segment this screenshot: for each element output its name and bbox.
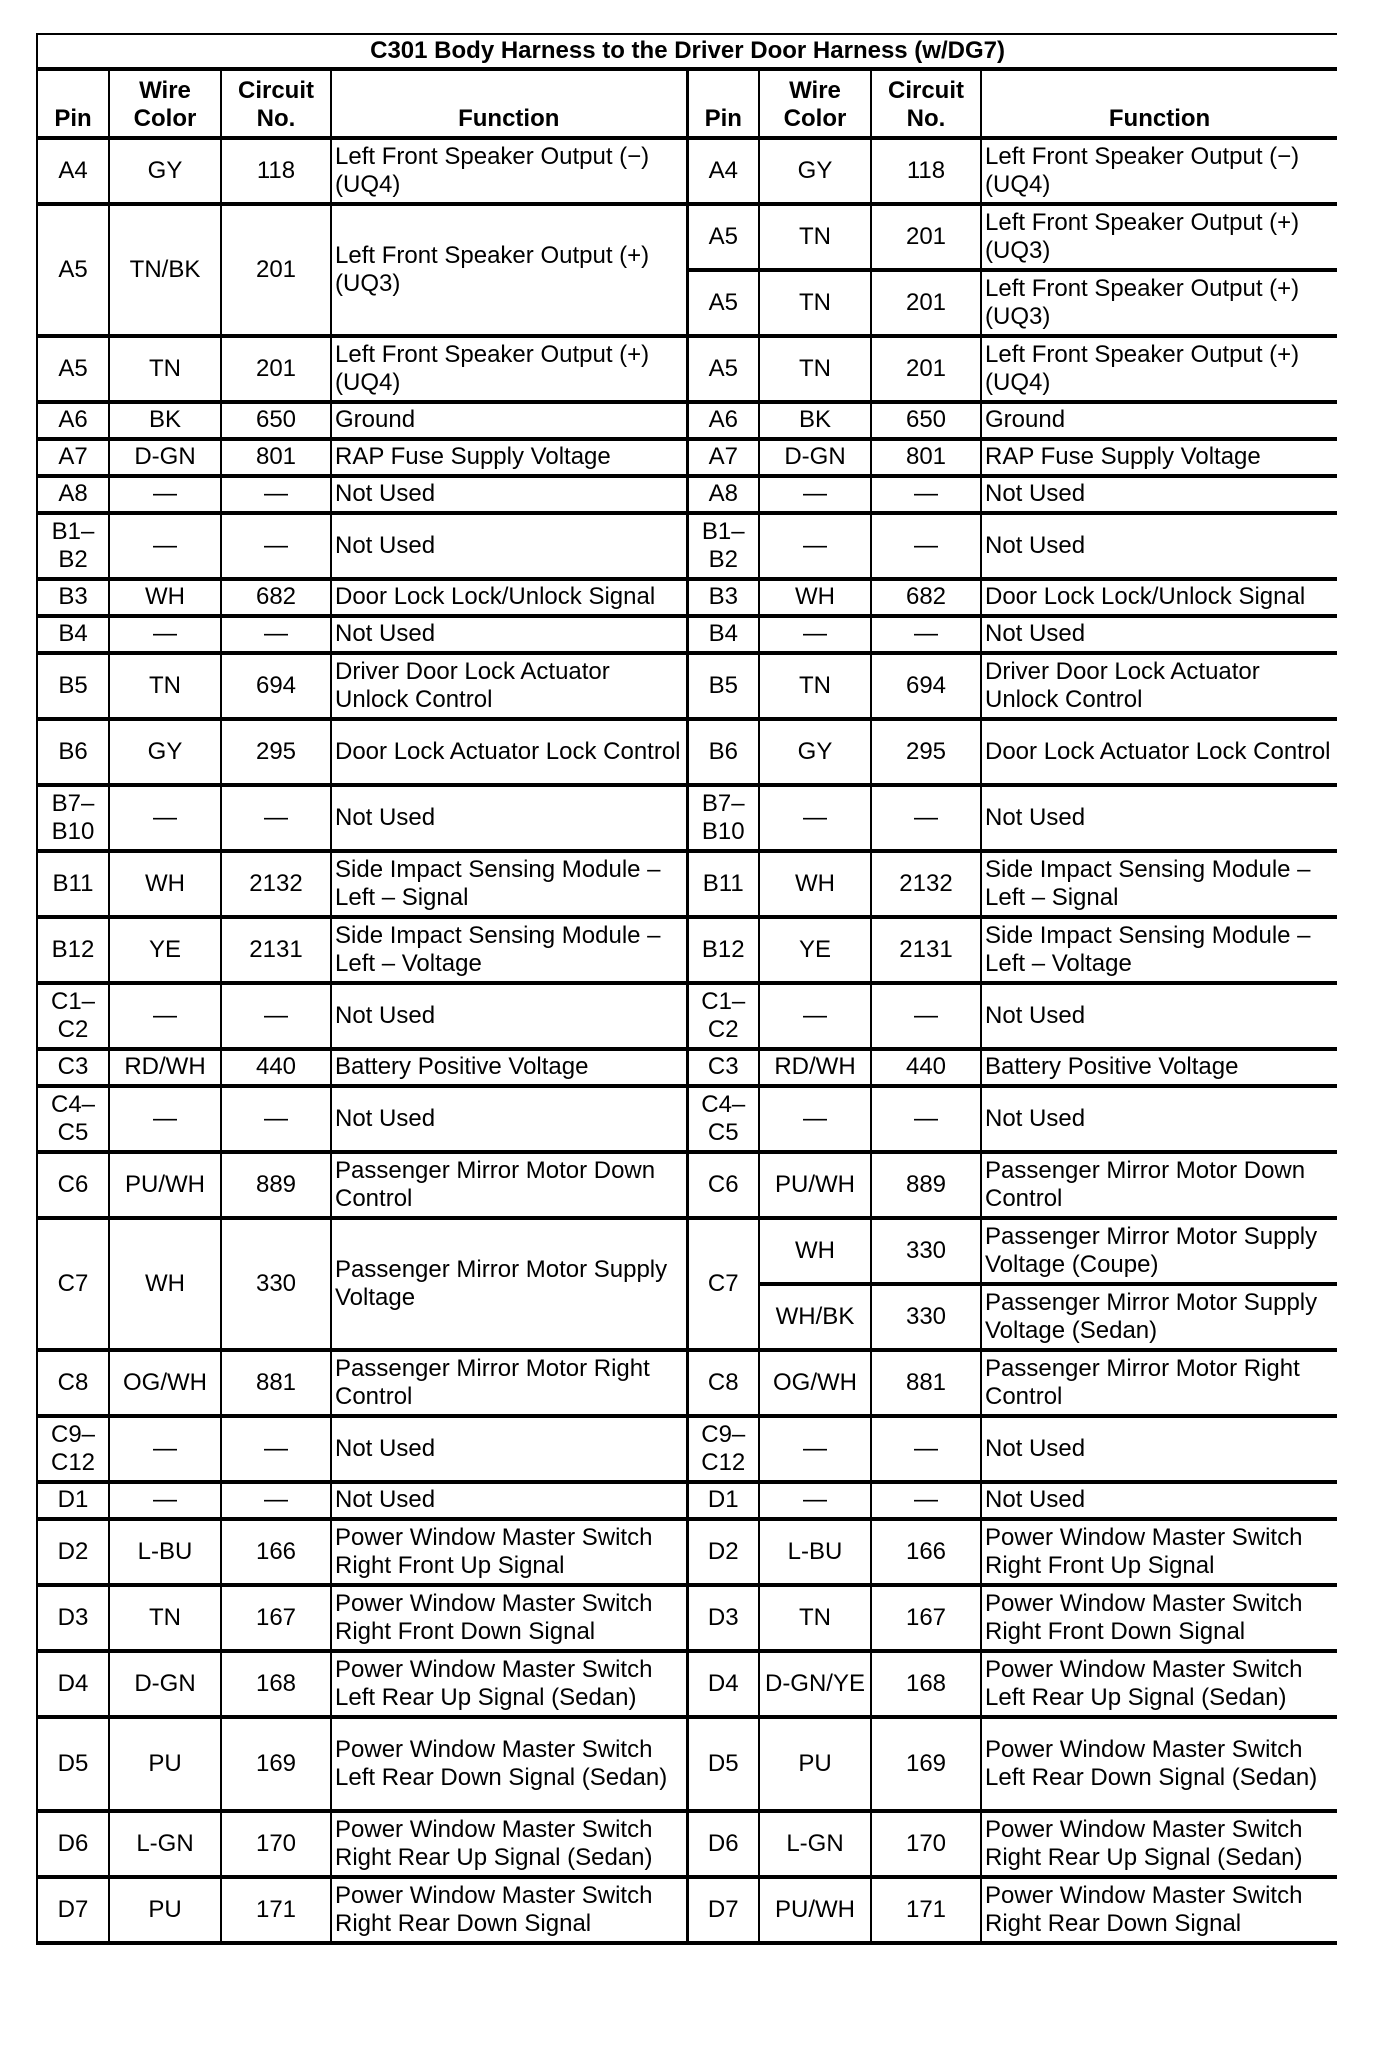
right-circuit: —: [871, 476, 981, 513]
left-pin: B7–B10: [37, 785, 109, 851]
table-row: [37, 983, 1337, 1049]
right-wire-color: TN: [759, 1585, 871, 1651]
right-function: RAP Fuse Supply Voltage: [981, 439, 1337, 476]
right-function: Not Used: [981, 1086, 1337, 1152]
right-function: Not Used: [981, 1416, 1337, 1482]
right-wire-color: —: [759, 616, 871, 653]
header-pin: Pin: [37, 69, 109, 138]
right-circuit: 801: [871, 439, 981, 476]
table-row: [37, 653, 1337, 719]
table-row: [37, 476, 1337, 513]
right-pin: A6: [687, 402, 759, 439]
table-row: [37, 1350, 1337, 1416]
left-circuit: 2131: [221, 917, 331, 983]
header-pin: Pin: [687, 69, 759, 138]
left-circuit: —: [221, 476, 331, 513]
right-circuit: 171: [871, 1877, 981, 1943]
left-function: Driver Door Lock Actuator Unlock Control: [331, 653, 687, 719]
table-row: [37, 719, 1337, 785]
left-wire-color: —: [109, 983, 221, 1049]
left-pin: A6: [37, 402, 109, 439]
right-function: Left Front Speaker Output (+) (UQ4): [981, 336, 1337, 402]
left-function: Ground: [331, 402, 687, 439]
right-pin: B12: [687, 917, 759, 983]
right-pin: A7: [687, 439, 759, 476]
table-row: [37, 579, 1337, 616]
right-wire-color: TN: [759, 204, 871, 270]
table-row: [37, 851, 1337, 917]
table-row: [37, 785, 1337, 851]
right-wire-color: D-GN: [759, 439, 871, 476]
right-wire-color: GY: [759, 138, 871, 204]
right-circuit: 295: [871, 719, 981, 785]
right-circuit: 201: [871, 204, 981, 270]
left-wire-color: —: [109, 785, 221, 851]
right-function: Side Impact Sensing Module – Left – Signal: [981, 851, 1337, 917]
connector-table-wrapper: [36, 33, 1337, 2050]
table-row: [37, 138, 1337, 204]
right-circuit: 168: [871, 1651, 981, 1717]
table-row: [37, 204, 1337, 270]
left-circuit: —: [221, 1482, 331, 1519]
right-function: Passenger Mirror Motor Supply Voltage (Sedan): [981, 1284, 1337, 1350]
right-wire-color: YE: [759, 917, 871, 983]
right-function: Door Lock Lock/Unlock Signal: [981, 579, 1337, 616]
right-function: Power Window Master Switch Right Front Up Signal: [981, 1519, 1337, 1585]
left-function: Passenger Mirror Motor Right Control: [331, 1350, 687, 1416]
left-pin: C9–C12: [37, 1416, 109, 1482]
right-function: Not Used: [981, 1482, 1337, 1519]
table-row: [37, 1218, 1337, 1284]
left-function: Power Window Master Switch Right Rear Up Signal (Sedan): [331, 1811, 687, 1877]
right-pin: B4: [687, 616, 759, 653]
right-pin: B5: [687, 653, 759, 719]
left-circuit: 650: [221, 402, 331, 439]
left-function: Not Used: [331, 616, 687, 653]
left-pin: D3: [37, 1585, 109, 1651]
left-function: Power Window Master Switch Right Front Down Signal: [331, 1585, 687, 1651]
left-circuit: 201: [221, 336, 331, 402]
left-function: Power Window Master Switch Left Rear Down Signal (Sedan): [331, 1717, 687, 1811]
right-pin: A4: [687, 138, 759, 204]
left-wire-color: —: [109, 1416, 221, 1482]
right-pin: C3: [687, 1049, 759, 1086]
right-circuit: 167: [871, 1585, 981, 1651]
left-pin: A5: [37, 336, 109, 402]
right-function: Power Window Master Switch Right Front Down Signal: [981, 1585, 1337, 1651]
left-circuit: 167: [221, 1585, 331, 1651]
left-function: Left Front Speaker Output (+) (UQ3): [331, 204, 687, 336]
right-pin: C7: [687, 1218, 759, 1350]
left-function: Side Impact Sensing Module – Left – Signal: [331, 851, 687, 917]
left-function: RAP Fuse Supply Voltage: [331, 439, 687, 476]
left-function: Not Used: [331, 476, 687, 513]
right-pin: B3: [687, 579, 759, 616]
table-row: [37, 1086, 1337, 1152]
right-wire-color: TN: [759, 653, 871, 719]
right-pin: C6: [687, 1152, 759, 1218]
left-pin: A5: [37, 204, 109, 336]
left-pin: C3: [37, 1049, 109, 1086]
right-function: Power Window Master Switch Left Rear Down Signal (Sedan): [981, 1717, 1337, 1811]
left-circuit: 295: [221, 719, 331, 785]
right-function: Not Used: [981, 513, 1337, 579]
header-wire-color: Wire Color: [759, 69, 871, 138]
left-wire-color: TN: [109, 1585, 221, 1651]
left-pin: D1: [37, 1482, 109, 1519]
right-wire-color: L-GN: [759, 1811, 871, 1877]
right-function: Driver Door Lock Actuator Unlock Control: [981, 653, 1337, 719]
left-pin: A7: [37, 439, 109, 476]
right-function: Not Used: [981, 476, 1337, 513]
left-pin: B5: [37, 653, 109, 719]
right-function: Power Window Master Switch Right Rear Down Signal: [981, 1877, 1337, 1943]
left-pin: B4: [37, 616, 109, 653]
right-wire-color: —: [759, 1086, 871, 1152]
right-pin: D6: [687, 1811, 759, 1877]
table-row: [37, 1585, 1337, 1651]
left-function: Battery Positive Voltage: [331, 1049, 687, 1086]
right-wire-color: D-GN/YE: [759, 1651, 871, 1717]
right-wire-color: WH: [759, 1218, 871, 1284]
right-pin: D2: [687, 1519, 759, 1585]
left-circuit: 440: [221, 1049, 331, 1086]
left-function: Not Used: [331, 1086, 687, 1152]
left-circuit: 682: [221, 579, 331, 616]
left-wire-color: PU: [109, 1717, 221, 1811]
right-circuit: —: [871, 513, 981, 579]
right-function: Ground: [981, 402, 1337, 439]
right-circuit: 881: [871, 1350, 981, 1416]
left-circuit: —: [221, 983, 331, 1049]
table-row: [37, 917, 1337, 983]
left-circuit: 889: [221, 1152, 331, 1218]
right-pin: B11: [687, 851, 759, 917]
left-pin: B6: [37, 719, 109, 785]
right-circuit: 650: [871, 402, 981, 439]
right-pin: A5: [687, 336, 759, 402]
right-circuit: —: [871, 1482, 981, 1519]
table-title: C301 Body Harness to the Driver Door Harness (w/DG7): [37, 34, 1337, 69]
table-row: [37, 1717, 1337, 1811]
right-wire-color: TN: [759, 270, 871, 336]
left-wire-color: RD/WH: [109, 1049, 221, 1086]
table-row: [37, 1811, 1337, 1877]
left-circuit: —: [221, 785, 331, 851]
left-pin: C4–C5: [37, 1086, 109, 1152]
left-wire-color: TN: [109, 336, 221, 402]
right-wire-color: —: [759, 1482, 871, 1519]
left-function: Not Used: [331, 1416, 687, 1482]
left-wire-color: YE: [109, 917, 221, 983]
left-circuit: —: [221, 1416, 331, 1482]
right-function: Power Window Master Switch Right Rear Up Signal (Sedan): [981, 1811, 1337, 1877]
left-function: Not Used: [331, 513, 687, 579]
right-pin: C9–C12: [687, 1416, 759, 1482]
table-row: [37, 1651, 1337, 1717]
left-wire-color: TN/BK: [109, 204, 221, 336]
left-pin: B3: [37, 579, 109, 616]
table-row: [37, 1416, 1337, 1482]
right-function: Not Used: [981, 616, 1337, 653]
table-row: [37, 1152, 1337, 1218]
right-circuit: 201: [871, 336, 981, 402]
right-circuit: 2132: [871, 851, 981, 917]
right-function: Battery Positive Voltage: [981, 1049, 1337, 1086]
left-pin: C8: [37, 1350, 109, 1416]
right-pin: B1–B2: [687, 513, 759, 579]
right-function: Passenger Mirror Motor Down Control: [981, 1152, 1337, 1218]
right-wire-color: PU/WH: [759, 1877, 871, 1943]
right-pin: A5: [687, 270, 759, 336]
left-wire-color: —: [109, 1482, 221, 1519]
right-circuit: 169: [871, 1717, 981, 1811]
left-function: Door Lock Actuator Lock Control: [331, 719, 687, 785]
right-wire-color: TN: [759, 336, 871, 402]
right-function: Not Used: [981, 983, 1337, 1049]
right-circuit: —: [871, 785, 981, 851]
header-function: Function: [981, 69, 1337, 138]
left-wire-color: GY: [109, 719, 221, 785]
right-pin: C8: [687, 1350, 759, 1416]
left-circuit: 201: [221, 204, 331, 336]
left-circuit: 171: [221, 1877, 331, 1943]
left-function: Not Used: [331, 1482, 687, 1519]
left-wire-color: D-GN: [109, 1651, 221, 1717]
right-pin: C4–C5: [687, 1086, 759, 1152]
left-circuit: —: [221, 1086, 331, 1152]
header-wire-color: Wire Color: [109, 69, 221, 138]
left-function: Power Window Master Switch Left Rear Up Signal (Sedan): [331, 1651, 687, 1717]
left-wire-color: —: [109, 1086, 221, 1152]
left-function: Left Front Speaker Output (−) (UQ4): [331, 138, 687, 204]
right-function: Left Front Speaker Output (+) (UQ3): [981, 204, 1337, 270]
left-pin: B1–B2: [37, 513, 109, 579]
connector-table: [36, 33, 1337, 1945]
right-pin: A5: [687, 204, 759, 270]
right-pin: D3: [687, 1585, 759, 1651]
left-circuit: 169: [221, 1717, 331, 1811]
right-function: Door Lock Actuator Lock Control: [981, 719, 1337, 785]
left-wire-color: L-BU: [109, 1519, 221, 1585]
left-function: Passenger Mirror Motor Down Control: [331, 1152, 687, 1218]
right-circuit: 889: [871, 1152, 981, 1218]
left-function: Left Front Speaker Output (+) (UQ4): [331, 336, 687, 402]
left-function: Door Lock Lock/Unlock Signal: [331, 579, 687, 616]
left-function: Side Impact Sensing Module – Left – Voltage: [331, 917, 687, 983]
left-function: Not Used: [331, 785, 687, 851]
right-wire-color: —: [759, 1416, 871, 1482]
right-wire-color: WH: [759, 579, 871, 616]
right-wire-color: PU: [759, 1717, 871, 1811]
table-row: [37, 402, 1337, 439]
left-circuit: 170: [221, 1811, 331, 1877]
left-circuit: 801: [221, 439, 331, 476]
right-pin: B6: [687, 719, 759, 785]
right-circuit: —: [871, 983, 981, 1049]
right-wire-color: —: [759, 785, 871, 851]
right-circuit: —: [871, 1086, 981, 1152]
left-circuit: 694: [221, 653, 331, 719]
left-pin: D7: [37, 1877, 109, 1943]
right-wire-color: RD/WH: [759, 1049, 871, 1086]
right-circuit: 118: [871, 138, 981, 204]
left-wire-color: L-GN: [109, 1811, 221, 1877]
right-function: Power Window Master Switch Left Rear Up Signal (Sedan): [981, 1651, 1337, 1717]
left-wire-color: —: [109, 513, 221, 579]
right-function: Passenger Mirror Motor Right Control: [981, 1350, 1337, 1416]
left-circuit: —: [221, 616, 331, 653]
right-pin: D1: [687, 1482, 759, 1519]
left-wire-color: TN: [109, 653, 221, 719]
right-pin: D5: [687, 1717, 759, 1811]
right-circuit: 440: [871, 1049, 981, 1086]
right-wire-color: WH: [759, 851, 871, 917]
right-circuit: 166: [871, 1519, 981, 1585]
header-row: [37, 69, 1337, 138]
right-pin: D4: [687, 1651, 759, 1717]
left-wire-color: GY: [109, 138, 221, 204]
left-pin: D2: [37, 1519, 109, 1585]
table-row: [37, 616, 1337, 653]
right-function: Left Front Speaker Output (−) (UQ4): [981, 138, 1337, 204]
left-pin: C1–C2: [37, 983, 109, 1049]
right-pin: A8: [687, 476, 759, 513]
left-pin: D6: [37, 1811, 109, 1877]
left-pin: A8: [37, 476, 109, 513]
right-pin: D7: [687, 1877, 759, 1943]
left-function: Power Window Master Switch Right Front Up Signal: [331, 1519, 687, 1585]
right-pin: C1–C2: [687, 983, 759, 1049]
left-wire-color: WH: [109, 851, 221, 917]
left-wire-color: WH: [109, 1218, 221, 1350]
table-row: [37, 1049, 1337, 1086]
left-pin: B12: [37, 917, 109, 983]
right-pin: B7–B10: [687, 785, 759, 851]
right-wire-color: L-BU: [759, 1519, 871, 1585]
left-wire-color: —: [109, 476, 221, 513]
left-pin: D5: [37, 1717, 109, 1811]
table-row: [37, 1519, 1337, 1585]
table-row: [37, 1482, 1337, 1519]
table-row: [37, 1877, 1337, 1943]
right-circuit: —: [871, 1416, 981, 1482]
right-wire-color: WH/BK: [759, 1284, 871, 1350]
right-function: Passenger Mirror Motor Supply Voltage (Coupe): [981, 1218, 1337, 1284]
left-pin: A4: [37, 138, 109, 204]
left-pin: C7: [37, 1218, 109, 1350]
table-row: [37, 439, 1337, 476]
right-circuit: 201: [871, 270, 981, 336]
right-wire-color: —: [759, 476, 871, 513]
left-wire-color: —: [109, 616, 221, 653]
right-wire-color: —: [759, 513, 871, 579]
left-circuit: —: [221, 513, 331, 579]
left-circuit: 330: [221, 1218, 331, 1350]
header-circuit-no: Circuit No.: [221, 69, 331, 138]
left-wire-color: OG/WH: [109, 1350, 221, 1416]
right-function: Not Used: [981, 785, 1337, 851]
right-wire-color: OG/WH: [759, 1350, 871, 1416]
left-circuit: 166: [221, 1519, 331, 1585]
left-wire-color: PU/WH: [109, 1152, 221, 1218]
right-circuit: 330: [871, 1218, 981, 1284]
left-pin: C6: [37, 1152, 109, 1218]
left-wire-color: D-GN: [109, 439, 221, 476]
right-wire-color: GY: [759, 719, 871, 785]
left-wire-color: WH: [109, 579, 221, 616]
left-wire-color: PU: [109, 1877, 221, 1943]
header-function: Function: [331, 69, 687, 138]
left-wire-color: BK: [109, 402, 221, 439]
right-wire-color: PU/WH: [759, 1152, 871, 1218]
right-circuit: 330: [871, 1284, 981, 1350]
header-circuit-no: Circuit No.: [871, 69, 981, 138]
left-circuit: 881: [221, 1350, 331, 1416]
left-function: Not Used: [331, 983, 687, 1049]
table-row: [37, 513, 1337, 579]
right-function: Left Front Speaker Output (+) (UQ3): [981, 270, 1337, 336]
left-function: Power Window Master Switch Right Rear Down Signal: [331, 1877, 687, 1943]
right-circuit: 2131: [871, 917, 981, 983]
left-pin: B11: [37, 851, 109, 917]
right-circuit: 694: [871, 653, 981, 719]
left-circuit: 118: [221, 138, 331, 204]
right-circuit: 170: [871, 1811, 981, 1877]
right-function: Side Impact Sensing Module – Left – Voltage: [981, 917, 1337, 983]
left-function: Passenger Mirror Motor Supply Voltage: [331, 1218, 687, 1350]
right-circuit: 682: [871, 579, 981, 616]
right-wire-color: —: [759, 983, 871, 1049]
table-row: [37, 336, 1337, 402]
left-circuit: 2132: [221, 851, 331, 917]
right-circuit: —: [871, 616, 981, 653]
right-wire-color: BK: [759, 402, 871, 439]
left-pin: D4: [37, 1651, 109, 1717]
left-circuit: 168: [221, 1651, 331, 1717]
